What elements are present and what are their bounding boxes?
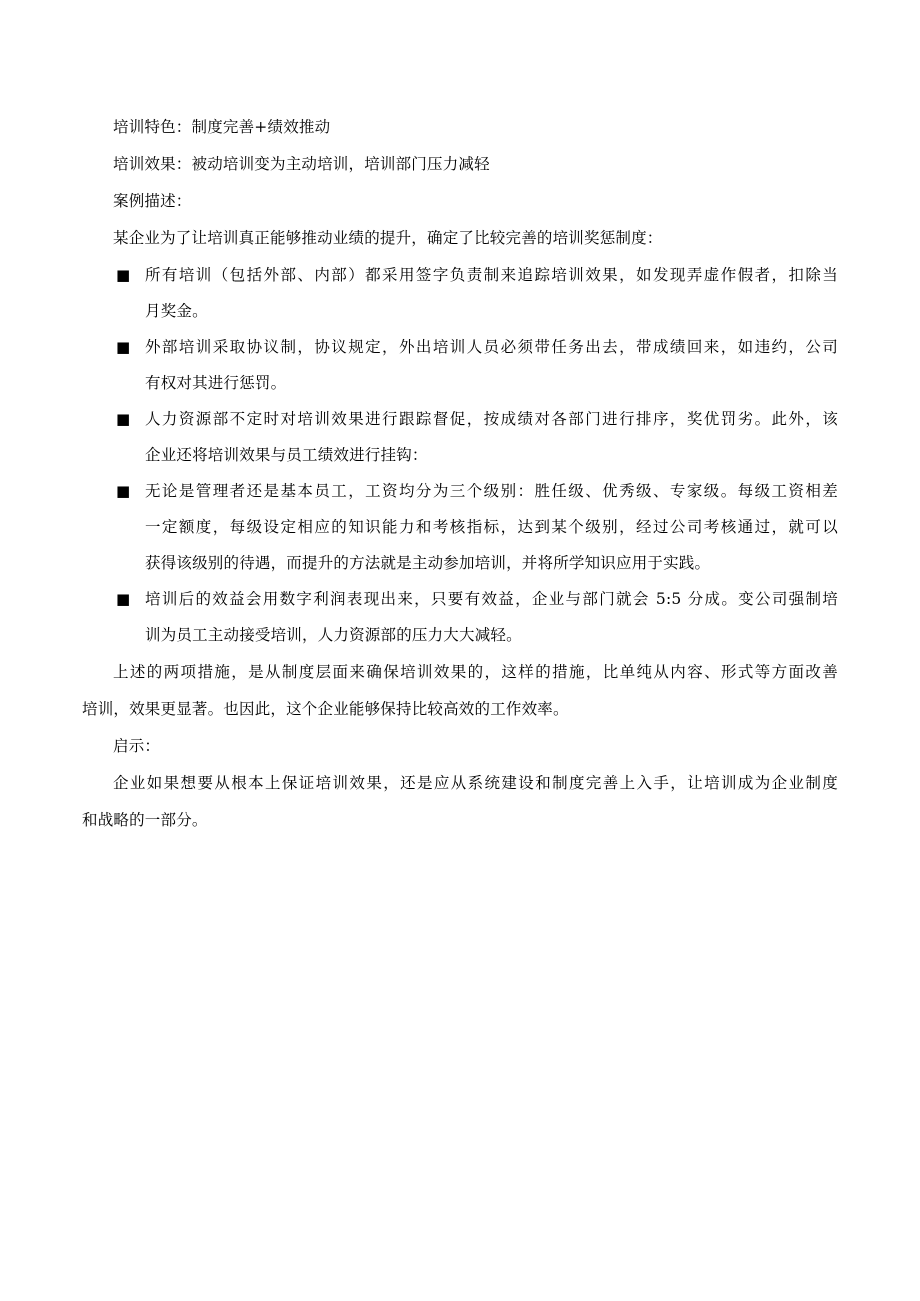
bullet-square-icon: ■ [116, 482, 131, 500]
bullet-3-line-2: 企业还将培训效果与员工绩效进行挂钩： [145, 446, 428, 464]
case-description-heading: 案例描述： [113, 192, 192, 210]
bullet-2-line-1: 外部培训采取协议制，协议规定，外出培训人员必须带任务出去，带成绩回来，如违约，公司 [145, 338, 838, 356]
bullet-1-line-1: 所有培训（包括外部、内部）都采用签字负责制来追踪培训效果，如发现弄虚作假者，扣除当 [145, 266, 838, 284]
bullet-4-line-2: 一定额度，每级设定相应的知识能力和考核指标，达到某个级别，经过公司考核通过，就可以 [145, 518, 838, 536]
bullet-1-line-2: 月奖金。 [145, 302, 208, 320]
insight-line-2: 和战略的一部分。 [82, 811, 208, 829]
bullet-square-icon: ■ [116, 410, 131, 428]
bullet-2-line-2: 有权对其进行惩罚。 [145, 374, 287, 392]
bullet-3-line-1: 人力资源部不定时对培训效果进行跟踪督促，按成绩对各部门进行排序，奖优罚劣。此外，该 [145, 410, 838, 428]
training-feature-line: 培训特色：制度完善+绩效推动 [113, 118, 331, 136]
bullet-4-line-1: 无论是管理者还是基本员工，工资均分为三个级别：胜任级、优秀级、专家级。每级工资相差 [145, 482, 838, 500]
insight-heading: 启示： [113, 737, 161, 755]
bullet-square-icon: ■ [116, 338, 131, 356]
bullet-4-line-3: 获得该级别的待遇，而提升的方法就是主动参加培训，并将所学知识应用于实践。 [145, 554, 711, 572]
summary-line-1: 上述的两项措施，是从制度层面来确保培训效果的，这样的措施，比单纯从内容、形式等方面改善 [113, 663, 838, 681]
bullet-square-icon: ■ [116, 590, 131, 608]
insight-line-1: 企业如果想要从根本上保证培训效果，还是应从系统建设和制度完善上入手，让培训成为企业制度 [113, 774, 838, 792]
bullet-5-line-1: 培训后的效益会用数字利润表现出来，只要有效益，企业与部门就会 5:5 分成。变公司强制培 [145, 590, 838, 608]
bullet-5-line-2: 训为员工主动接受培训，人力资源部的压力大大减轻。 [145, 626, 522, 644]
bullet-square-icon: ■ [116, 266, 131, 284]
training-effect-line: 培训效果：被动培训变为主动培训，培训部门压力减轻 [113, 155, 490, 173]
case-intro-line: 某企业为了让培训真正能够推动业绩的提升，确定了比较完善的培训奖惩制度： [113, 229, 663, 247]
summary-line-2: 培训，效果更显著。也因此，这个企业能够保持比较高效的工作效率。 [82, 700, 569, 718]
